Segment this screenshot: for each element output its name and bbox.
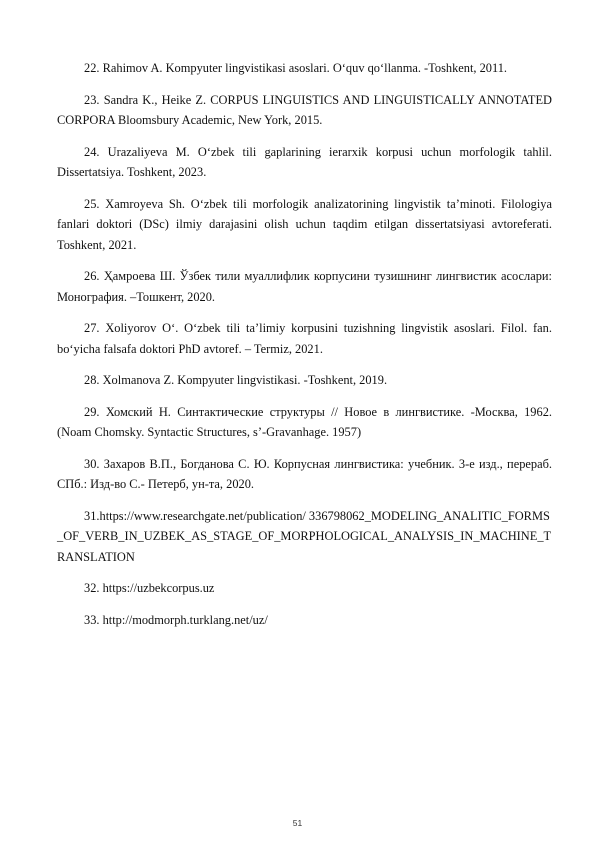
- reference-item: [57, 610, 552, 631]
- reference-link[interactable]: https://www.researchgate.net/publication/ 336798062_MODELING_ANALITIC_FORMS_OF_VERB_IN_UZBEK_AS_STAGE_OF_MORPHOLOGICAL_ANALYSIS_IN_MACHINE_TRANSLATION: [57, 508, 552, 564]
- reference-number: 30.: [84, 456, 100, 471]
- page-number: 51: [292, 818, 303, 828]
- reference-item: [57, 142, 552, 183]
- reference-item: [57, 506, 552, 568]
- reference-text: Хомский Н. Синтактические структуры // Новое в лингвистике. -Москва, 1962. (Noam Chomsky. Syntactic Structures, s’-Gravanhage. 1957): [57, 404, 552, 439]
- reference-item: [57, 194, 552, 256]
- reference-item: [57, 266, 552, 307]
- reference-number: 23.: [84, 92, 100, 107]
- reference-text: Rahimov A. Kompyuter lingvistikasi asoslari. O‘quv qo‘llanma. -Toshkent, 2011.: [102, 61, 508, 75]
- reference-text: Xolmanova Z. Kompyuter lingvistikasi. -Toshkent, 2019.: [102, 373, 388, 387]
- reference-item: [57, 578, 552, 599]
- reference-number: 24.: [84, 144, 100, 159]
- reference-number: 33.: [84, 612, 100, 627]
- reference-number: 22.: [84, 61, 100, 75]
- reference-number: 25.: [84, 196, 100, 211]
- reference-number: 28.: [84, 373, 100, 387]
- reference-item: [57, 318, 552, 359]
- reference-link[interactable]: https://uzbekcorpus.uz: [99, 581, 215, 595]
- reference-text: Sandra K., Heike Z. CORPUS LINGUISTICS AND LINGUISTICALLY ANNOTATED CORPORA Bloomsbury Academic, New York, 2015.: [57, 92, 552, 127]
- reference-number: 26.: [84, 269, 100, 283]
- reference-number: 32.: [84, 581, 100, 595]
- reference-list: [57, 58, 552, 641]
- reference-text: Ҳамроева Ш. Ўзбек тили муаллифлик корпусини тузишнинг лингвистик асослари: Монография. –Тошкент, 2020.: [57, 269, 552, 304]
- reference-item: [57, 58, 552, 79]
- reference-number: 31.: [84, 508, 100, 523]
- reference-number: 27.: [84, 321, 100, 335]
- reference-text: Xoliyorov O‘. O‘zbek tili ta’limiy korpusini tuzishning lingvistik asoslari. Filol. fan. bo‘yicha falsafa doktori PhD avtoref. – Termiz, 2021.: [57, 321, 552, 356]
- reference-link[interactable]: http://modmorph.turklang.net/uz/: [99, 612, 268, 627]
- reference-text: Urazaliyeva M. O‘zbek tili gaplarining ierarxik korpusi uchun morfologik tahlil. Dissertatsiya. Toshkent, 2023.: [57, 144, 552, 179]
- reference-number: 29.: [84, 404, 100, 419]
- reference-item: [57, 454, 552, 495]
- reference-text: Захаров В.П., Богданова С. Ю. Корпусная лингвистика: учебник. 3-е изд., перераб. СПб.: Изд-во С.- Петерб, ун-та, 2020.: [57, 456, 552, 491]
- reference-text: Xamroyeva Sh. O‘zbek tili morfologik analizatorining lingvistik ta’minoti. Filologiya fanlari doktori (DSc) ilmiy darajasini olish uchun taqdim etilgan dissertatsiyasi avtoreferati. Toshkent, 2021.: [57, 196, 552, 252]
- reference-item: [57, 90, 552, 131]
- reference-item: [57, 402, 552, 443]
- reference-item: [57, 370, 552, 391]
